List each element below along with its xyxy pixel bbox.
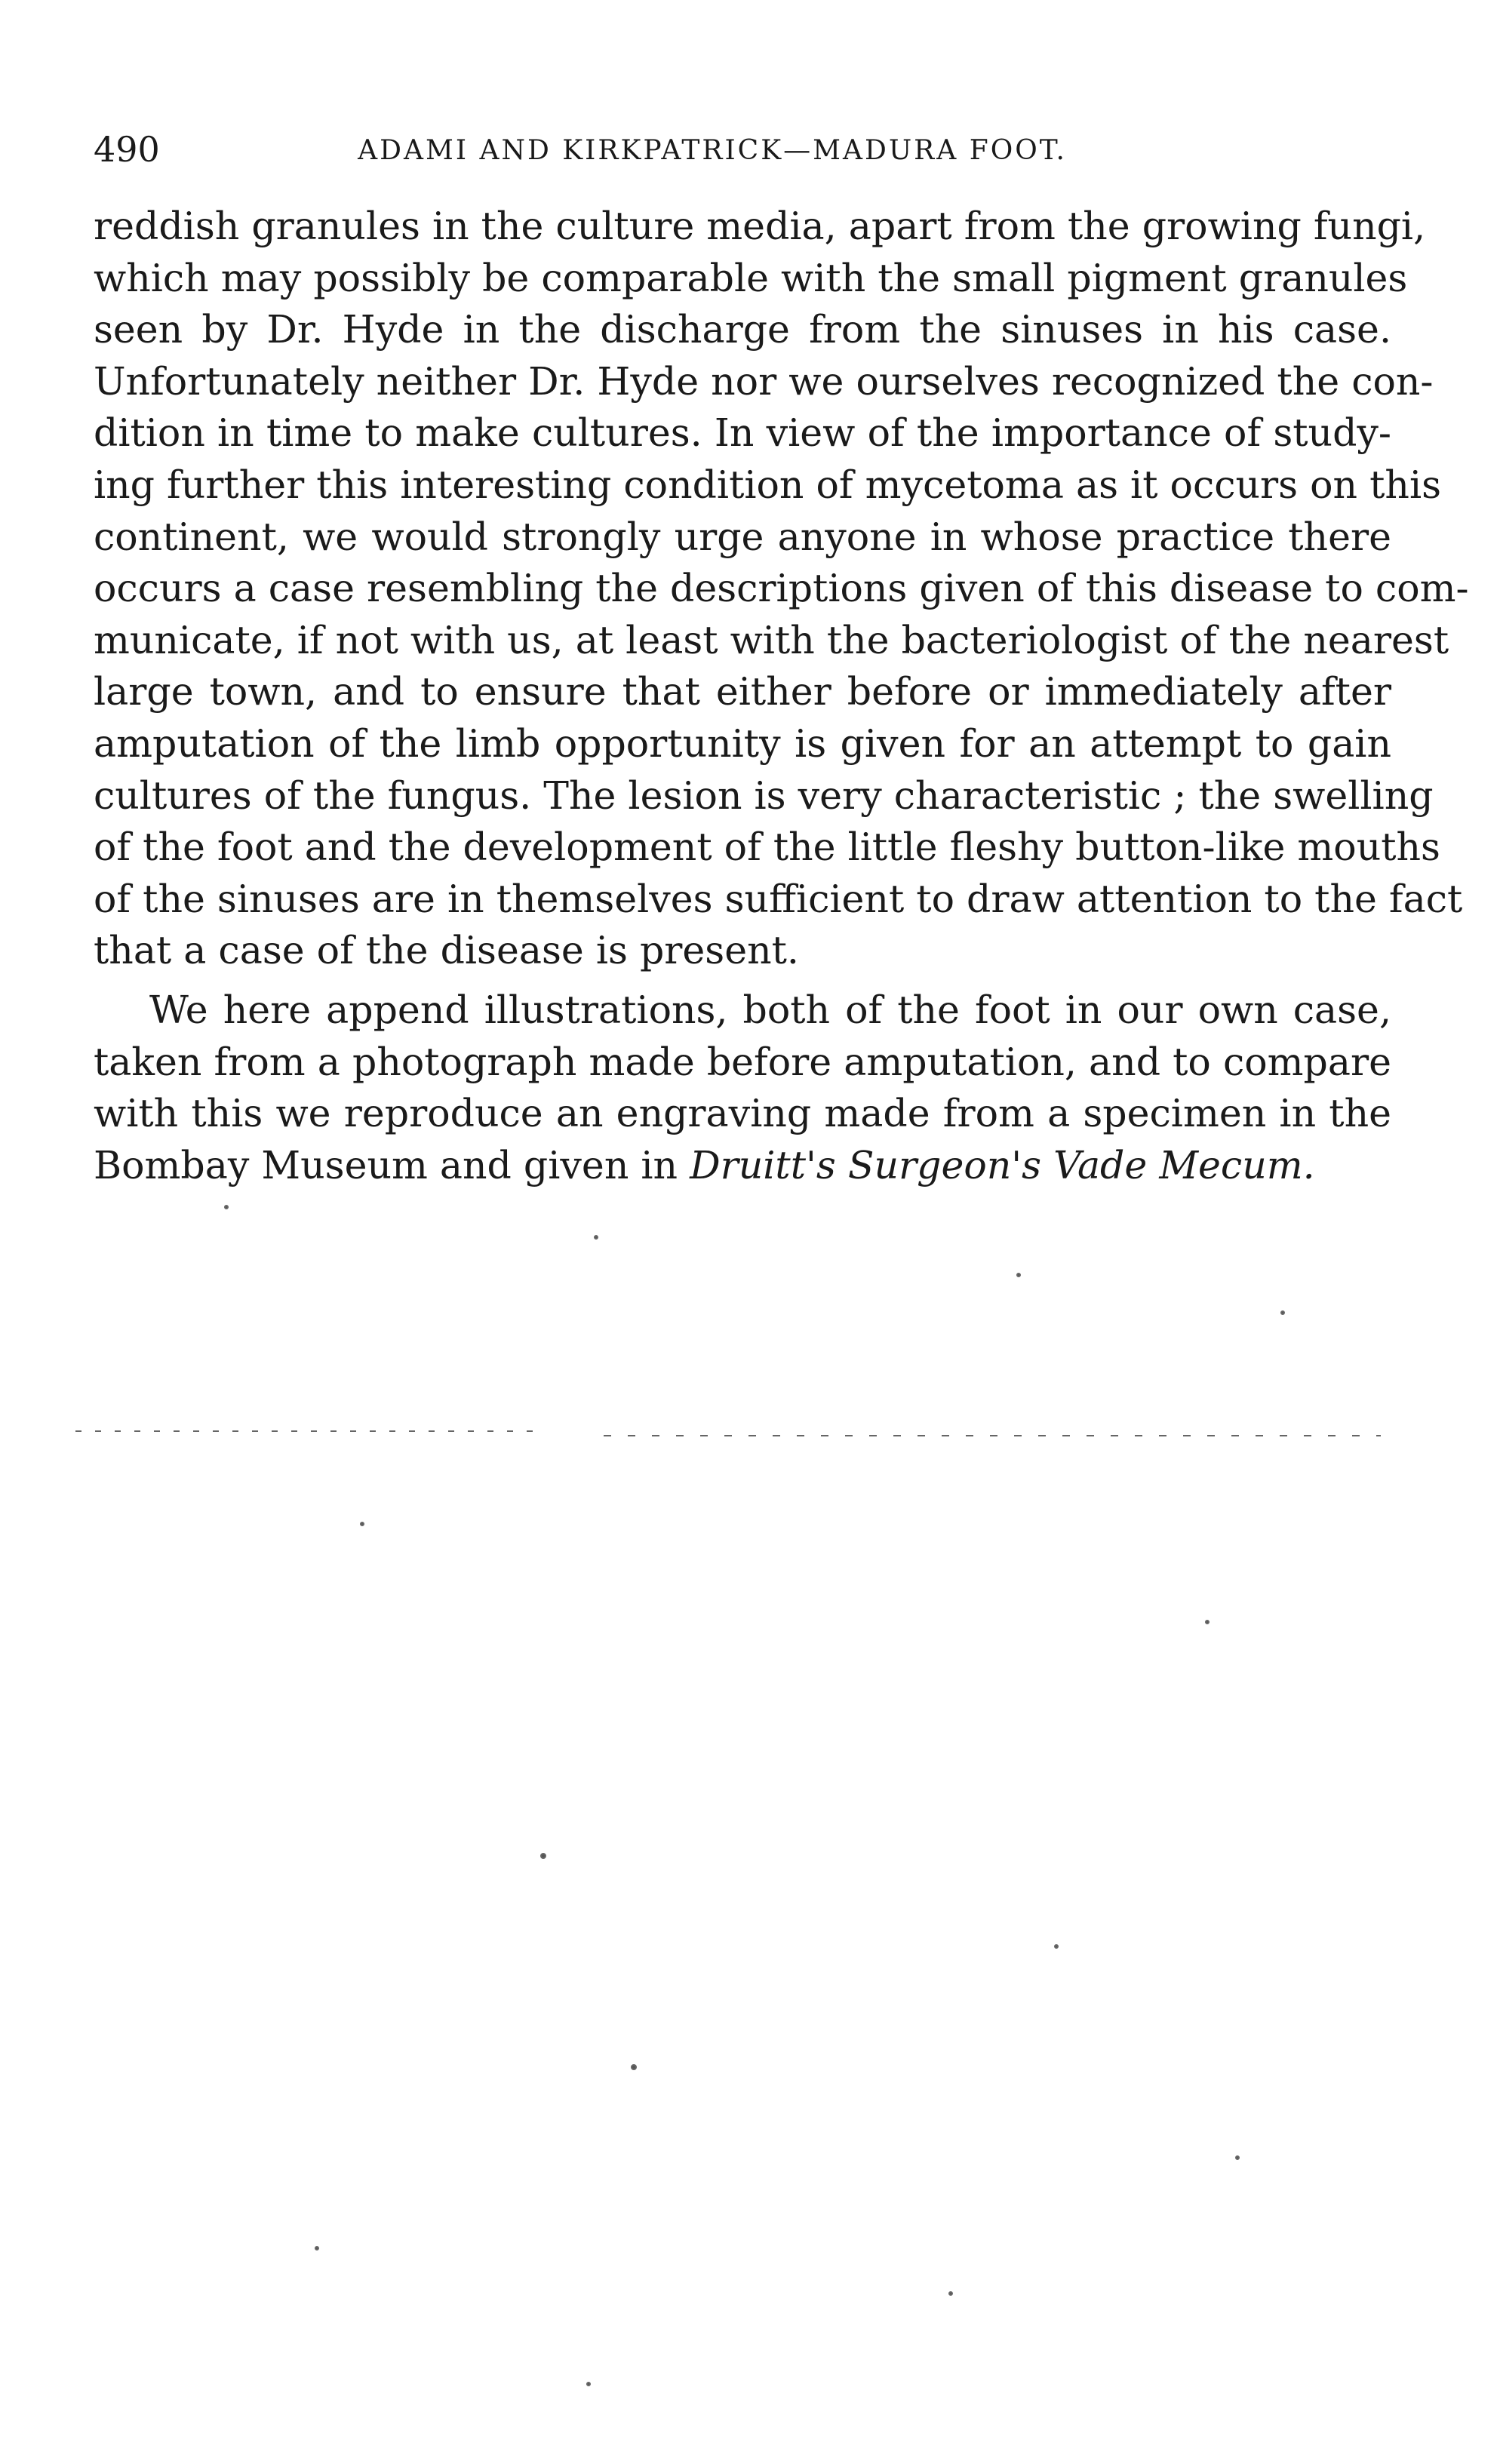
scan-speck <box>587 2383 590 2386</box>
scan-speck <box>361 1522 364 1525</box>
running-head <box>94 127 1391 180</box>
text-line-final <box>94 1140 1391 1192</box>
running-title: ADAMI AND KIRKPATRICK—MADURA FOOT. <box>358 135 1067 166</box>
text-line: taken from a photograph made before amputation, and to compare <box>94 1039 1391 1084</box>
scan-speck <box>632 2065 636 2069</box>
book-title-italic: Druitt's Surgeon's Vade Mecum. <box>690 1142 1315 1187</box>
scan-speck <box>541 1854 546 1858</box>
scan-speck <box>949 2292 952 2295</box>
text-line: dition in time to make cultures. In view of the importance of study- <box>94 410 1391 456</box>
text-line: which may possibly be comparable with the small pigment granules <box>94 255 1408 300</box>
body-text <box>94 201 1469 1191</box>
text-line: large town, and to ensure that either before or immediately after <box>94 669 1391 714</box>
text-line: with this we reproduce an engraving made from a specimen in the <box>94 1091 1391 1136</box>
text-line: of the sinuses are in themselves sufficient to draw attention to the fact <box>94 876 1463 921</box>
text-line: occurs a case resembling the descriptions given of this disease to com- <box>94 566 1469 611</box>
paragraph-1 <box>94 201 1469 977</box>
page-number: 490 <box>94 129 160 170</box>
scan-speck <box>1281 1311 1284 1314</box>
paragraph-gap <box>94 977 1391 985</box>
text-line: municate, if not with us, at least with the bacteriologist of the nearest <box>94 617 1449 662</box>
scan-speck <box>315 2247 318 2250</box>
scan-speck <box>1206 1621 1209 1624</box>
paragraph-2 <box>94 985 1391 1191</box>
text-line: cultures of the fungus. The lesion is very characteristic ; the swelling <box>94 773 1434 818</box>
scan-speck <box>1017 1273 1020 1277</box>
final-line-text: Bombay Museum and given in <box>94 1142 690 1187</box>
text-line: We here append illustrations, both of the foot in our own case, <box>149 987 1391 1032</box>
scan-speck <box>225 1206 228 1209</box>
text-line: reddish granules in the culture media, apart from the growing fungi, <box>94 204 1426 248</box>
scan-speck <box>1236 2156 1239 2159</box>
text-line: amputation of the limb opportunity is given for an attempt to gain <box>94 720 1391 766</box>
text-line: that a case of the disease is present. <box>94 928 799 973</box>
scan-speck <box>1055 1945 1058 1948</box>
text-line: ing further this interesting condition of mycetoma as it occurs on this <box>94 462 1442 507</box>
text-line: Unfortunately neither Dr. Hyde nor we ourselves recognized the con- <box>94 358 1434 404</box>
text-line: seen by Dr. Hyde in the discharge from the sinuses in his case. <box>94 307 1391 352</box>
text-line: continent, we would strongly urge anyone in whose practice there <box>94 514 1391 559</box>
text-line: of the foot and the development of the little fleshy button-like mouths <box>94 825 1440 870</box>
scan-speck <box>595 1236 598 1239</box>
